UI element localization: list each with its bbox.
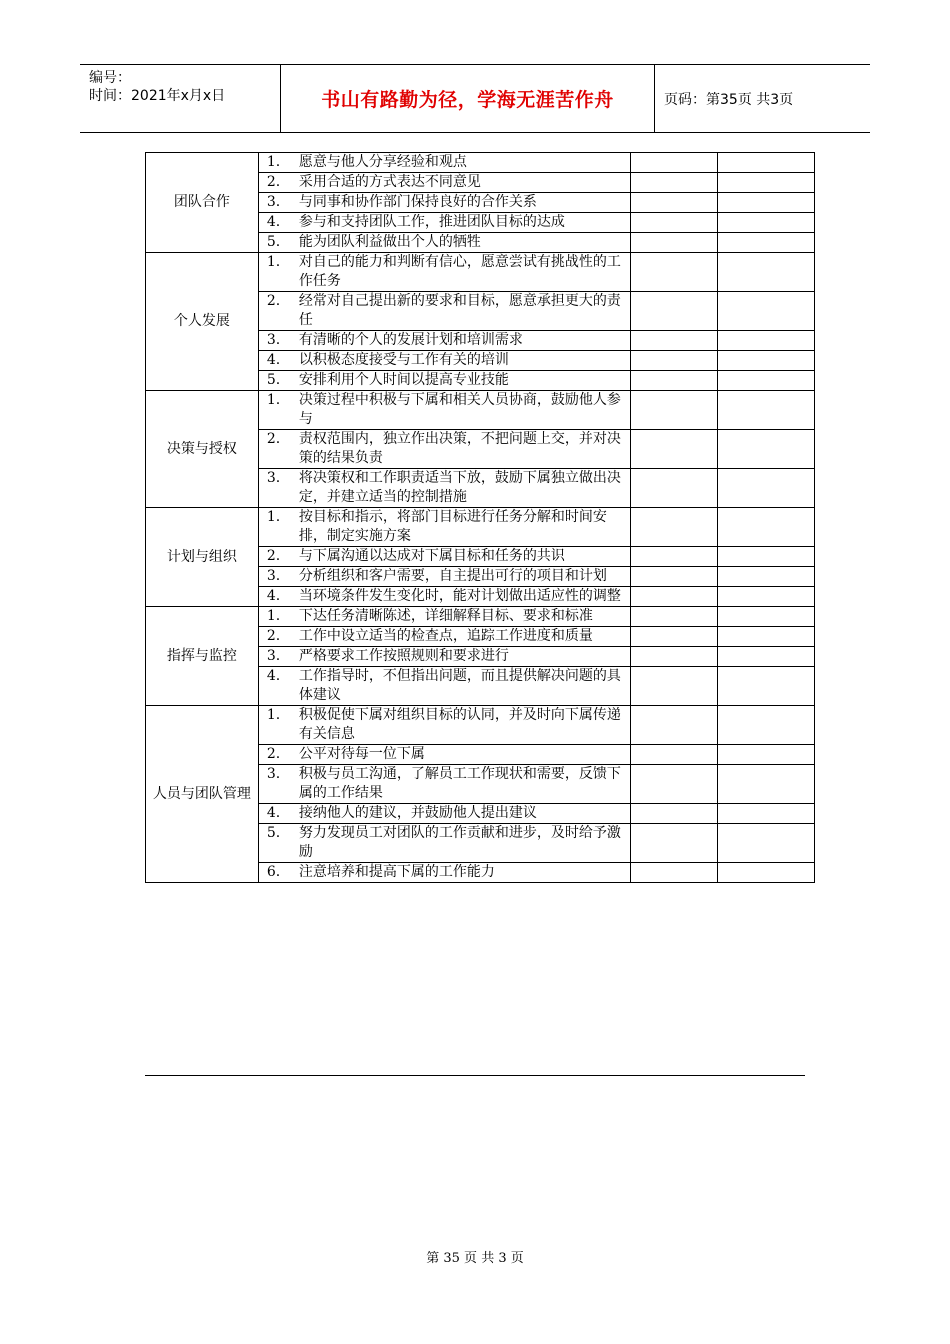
criterion-cell — [258, 567, 630, 587]
score-cell[interactable] — [631, 607, 718, 627]
category-cell: 计划与组织 — [146, 508, 259, 607]
comment-cell[interactable] — [718, 647, 815, 667]
comment-cell[interactable] — [718, 469, 815, 508]
score-cell[interactable] — [631, 351, 718, 371]
criterion-number: 3. — [266, 766, 281, 782]
criterion-text: 接纳他人的建议，并鼓励他人提出建议 — [298, 805, 537, 821]
criterion-number: 2. — [266, 431, 281, 447]
criterion-text: 工作指导时，不但指出问题，而且提供解决问题的具体建议 — [298, 668, 621, 703]
criterion-cell — [258, 469, 630, 508]
criterion-text: 努力发现员工对团队的工作贡献和进步，及时给予激励 — [298, 825, 621, 860]
score-cell[interactable] — [631, 193, 718, 213]
score-cell[interactable] — [631, 547, 718, 567]
score-cell[interactable] — [631, 173, 718, 193]
criterion-text: 注意培养和提高下属的工作能力 — [298, 864, 495, 880]
criterion-number: 5. — [266, 825, 281, 841]
criterion-text: 有清晰的个人的发展计划和培训需求 — [298, 332, 523, 348]
criterion-cell — [258, 667, 630, 706]
category-cell: 指挥与监控 — [146, 607, 259, 706]
criterion-cell — [258, 804, 630, 824]
header-page-cell — [655, 65, 870, 132]
category-cell: 个人发展 — [146, 253, 259, 391]
bottom-rule — [145, 1075, 805, 1076]
criterion-cell — [258, 765, 630, 804]
criterion-cell — [258, 607, 630, 627]
criterion-cell — [258, 292, 630, 331]
criterion-number: 1. — [266, 608, 281, 624]
comment-cell[interactable] — [718, 331, 815, 351]
score-cell[interactable] — [631, 745, 718, 765]
score-cell[interactable] — [631, 706, 718, 745]
comment-cell[interactable] — [718, 253, 815, 292]
criterion-number: 1. — [266, 154, 281, 170]
score-cell[interactable] — [631, 430, 718, 469]
comment-cell[interactable] — [718, 863, 815, 883]
table-row — [146, 607, 815, 627]
criterion-text: 对自己的能力和判断有信心，愿意尝试有挑战性的工作任务 — [298, 254, 621, 289]
page-footer: 第 35 页 共 3 页 — [426, 1251, 524, 1266]
criterion-text: 参与和支持团队工作，推进团队目标的达成 — [298, 214, 565, 230]
table-row — [146, 391, 815, 430]
score-cell[interactable] — [631, 587, 718, 607]
criterion-number: 3. — [266, 332, 281, 348]
score-cell[interactable] — [631, 292, 718, 331]
criterion-text: 下达任务清晰陈述，详细解释目标、要求和标准 — [298, 608, 593, 624]
criterion-number: 3. — [266, 648, 281, 664]
comment-cell[interactable] — [718, 292, 815, 331]
criterion-cell — [258, 253, 630, 292]
criterion-cell — [258, 153, 630, 173]
criterion-cell — [258, 173, 630, 193]
document-time-label: 时间：2021年x月x日 — [89, 88, 226, 104]
criterion-cell — [258, 745, 630, 765]
criterion-cell — [258, 331, 630, 351]
category-cell: 决策与授权 — [146, 391, 259, 508]
criterion-text: 将决策权和工作职责适当下放，鼓励下属独立做出决定，并建立适当的控制措施 — [298, 470, 621, 505]
score-cell[interactable] — [631, 647, 718, 667]
comment-cell[interactable] — [718, 233, 815, 253]
criterion-number: 3. — [266, 470, 281, 486]
criterion-text: 严格要求工作按照规则和要求进行 — [298, 648, 509, 664]
page-header — [80, 64, 870, 133]
evaluation-table — [145, 152, 815, 883]
table-row — [146, 153, 815, 173]
score-cell[interactable] — [631, 371, 718, 391]
criterion-text: 与下属沟通以达成对下属目标和任务的共识 — [298, 548, 565, 564]
table-row — [146, 253, 815, 292]
score-cell[interactable] — [631, 213, 718, 233]
score-cell[interactable] — [631, 233, 718, 253]
comment-cell[interactable] — [718, 391, 815, 430]
table-row — [146, 706, 815, 745]
score-cell[interactable] — [631, 469, 718, 508]
comment-cell[interactable] — [718, 173, 815, 193]
comment-cell[interactable] — [718, 508, 815, 547]
criterion-number: 3. — [266, 568, 281, 584]
criterion-text: 分析组织和客户需要，自主提出可行的项目和计划 — [298, 568, 607, 584]
criterion-cell — [258, 647, 630, 667]
criterion-number: 1. — [266, 509, 281, 525]
comment-cell[interactable] — [718, 153, 815, 173]
header-page-label: 页码：第35页 共3页 — [664, 91, 794, 108]
criterion-text: 愿意与他人分享经验和观点 — [298, 154, 467, 170]
criterion-number: 4. — [266, 668, 281, 684]
score-cell[interactable] — [631, 765, 718, 804]
criterion-cell — [258, 824, 630, 863]
criterion-cell — [258, 706, 630, 745]
criterion-cell — [258, 351, 630, 371]
criterion-cell — [258, 508, 630, 547]
criterion-number: 3. — [266, 194, 281, 210]
criterion-cell — [258, 371, 630, 391]
score-cell[interactable] — [631, 667, 718, 706]
criterion-number: 4. — [266, 214, 281, 230]
document-number-label: 编号： — [89, 70, 131, 86]
criterion-cell — [258, 587, 630, 607]
criterion-number: 4. — [266, 588, 281, 604]
criterion-cell — [258, 233, 630, 253]
criterion-number: 1. — [266, 707, 281, 723]
comment-cell[interactable] — [718, 213, 815, 233]
criterion-cell — [258, 391, 630, 430]
criterion-text: 当环境条件发生变化时，能对计划做出适应性的调整 — [298, 588, 621, 604]
score-cell[interactable] — [631, 863, 718, 883]
criterion-text: 公平对待每一位下属 — [298, 746, 425, 762]
criterion-text: 与同事和协作部门保持良好的合作关系 — [298, 194, 537, 210]
criterion-cell — [258, 863, 630, 883]
category-cell: 团队合作 — [146, 153, 259, 253]
comment-cell[interactable] — [718, 351, 815, 371]
criterion-number: 2. — [266, 174, 281, 190]
criterion-text: 决策过程中积极与下属和相关人员协商，鼓励他人参与 — [298, 392, 621, 427]
criterion-text: 经常对自己提出新的要求和目标，愿意承担更大的责任 — [298, 293, 621, 328]
comment-cell[interactable] — [718, 745, 815, 765]
criterion-number: 2. — [266, 746, 281, 762]
criterion-text: 安排利用个人时间以提高专业技能 — [298, 372, 509, 388]
comment-cell[interactable] — [718, 765, 815, 804]
criterion-number: 2. — [266, 293, 281, 309]
score-cell[interactable] — [631, 253, 718, 292]
score-cell[interactable] — [631, 804, 718, 824]
criterion-cell — [258, 547, 630, 567]
comment-cell[interactable] — [718, 587, 815, 607]
criterion-number: 4. — [266, 352, 281, 368]
criterion-text: 工作中设立适当的检查点，追踪工作进度和质量 — [298, 628, 593, 644]
comment-cell[interactable] — [718, 371, 815, 391]
header-motto: 书山有路勤为径，学海无涯苦作舟 — [321, 89, 614, 111]
score-cell[interactable] — [631, 391, 718, 430]
criterion-cell — [258, 213, 630, 233]
score-cell[interactable] — [631, 508, 718, 547]
criterion-text: 按目标和指示，将部门目标进行任务分解和时间安排，制定实施方案 — [298, 509, 607, 544]
comment-cell[interactable] — [718, 567, 815, 587]
criterion-text: 能为团队利益做出个人的牺牲 — [298, 234, 481, 250]
comment-cell[interactable] — [718, 547, 815, 567]
criterion-number: 1. — [266, 254, 281, 270]
criterion-text: 责权范围内，独立作出决策，不把问题上交，并对决策的结果负责 — [298, 431, 621, 466]
criterion-number: 4. — [266, 805, 281, 821]
evaluation-table-body — [146, 153, 815, 883]
criterion-text: 以积极态度接受与工作有关的培训 — [298, 352, 509, 368]
criterion-number: 6. — [266, 864, 281, 880]
criterion-cell — [258, 430, 630, 469]
criterion-number: 5. — [266, 234, 281, 250]
score-cell[interactable] — [631, 153, 718, 173]
score-cell[interactable] — [631, 627, 718, 647]
score-cell[interactable] — [631, 331, 718, 351]
criterion-text: 积极与员工沟通，了解员工工作现状和需要，反馈下属的工作结果 — [298, 766, 621, 801]
header-meta-cell — [80, 65, 281, 132]
criterion-cell — [258, 627, 630, 647]
header-motto-cell — [281, 65, 655, 132]
criterion-number: 1. — [266, 392, 281, 408]
comment-cell[interactable] — [718, 824, 815, 863]
comment-cell[interactable] — [718, 804, 815, 824]
category-cell: 人员与团队管理 — [146, 706, 259, 883]
criterion-cell — [258, 193, 630, 213]
criterion-number: 2. — [266, 628, 281, 644]
comment-cell[interactable] — [718, 607, 815, 627]
score-cell[interactable] — [631, 567, 718, 587]
score-cell[interactable] — [631, 824, 718, 863]
table-row — [146, 508, 815, 547]
criterion-number: 2. — [266, 548, 281, 564]
comment-cell[interactable] — [718, 193, 815, 213]
comment-cell[interactable] — [718, 667, 815, 706]
comment-cell[interactable] — [718, 627, 815, 647]
criterion-number: 5. — [266, 372, 281, 388]
comment-cell[interactable] — [718, 430, 815, 469]
criterion-text: 采用合适的方式表达不同意见 — [298, 174, 481, 190]
comment-cell[interactable] — [718, 706, 815, 745]
criterion-text: 积极促使下属对组织目标的认同，并及时向下属传递有关信息 — [298, 707, 621, 742]
